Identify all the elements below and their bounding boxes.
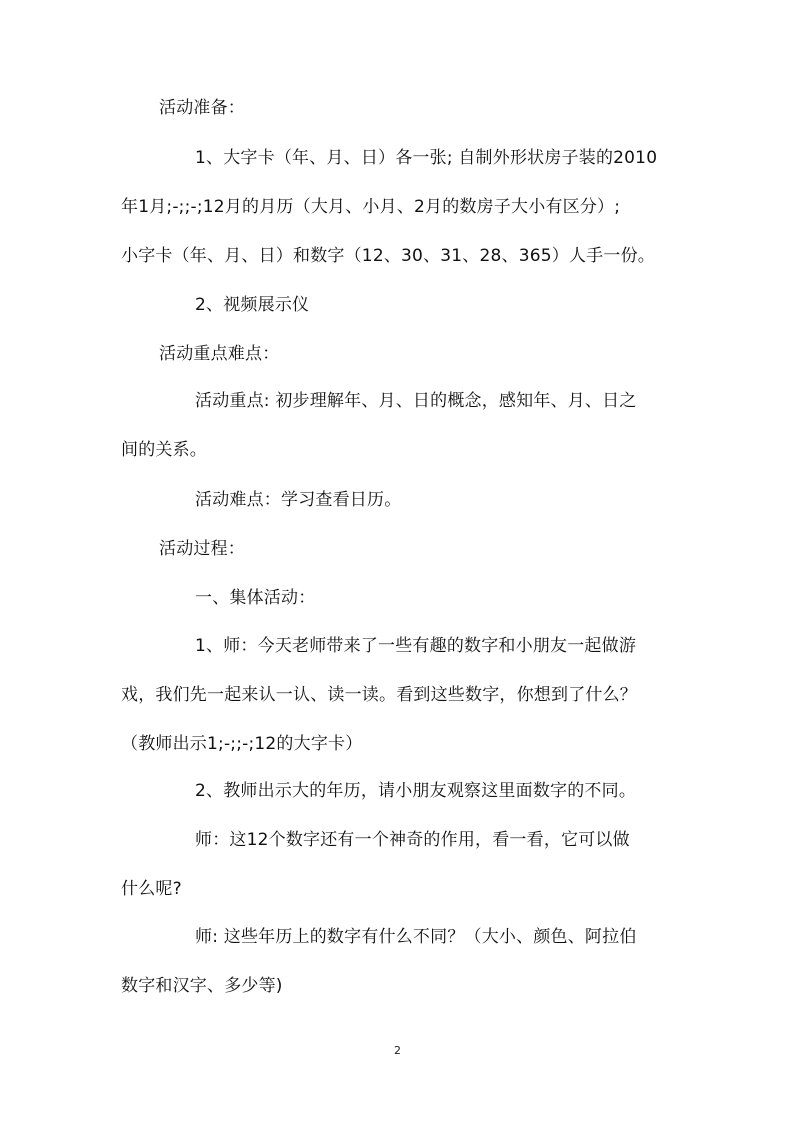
paragraph-line: 师: 这些年历上的数字有什么不同？（大小、颜色、阿拉伯 [195,927,637,947]
paragraph-line: （教师出示1;-;;-;12的大字卡） [121,734,363,754]
paragraph-line: 小字卡（年、月、日）和数字（12、30、31、28、365）人手一份。 [121,246,655,266]
subsection-heading: 一、集体活动： [195,588,316,608]
paragraph-line: 活动难点：学习查看日历。 [195,490,402,510]
paragraph-line: 数字和汉字、多少等) [121,976,283,996]
paragraph-line: 间的关系。 [121,440,207,460]
section-heading-key-points: 活动重点难点： [159,344,280,364]
paragraph-line: 师：这12个数字还有一个神奇的作用，看一看，它可以做 [195,830,630,850]
page-number: 2 [394,1044,401,1057]
paragraph-line: 戏，我们先一起来认一认、读一读。看到这些数字，你想到了什么？ [121,685,637,705]
section-heading-process: 活动过程： [159,539,245,559]
paragraph-line: 2、视频展示仪 [195,295,310,315]
paragraph-line: 1、大字卡（年、月、日）各一张; 自制外形状房子装的2010 [195,148,658,168]
paragraph-line: 活动重点: 初步理解年、月、日的概念，感知年、月、日之 [195,391,637,411]
paragraph-line: 2、教师出示大的年历，请小朋友观察这里面数字的不同。 [195,781,637,801]
section-heading-preparation: 活动准备： [159,98,245,118]
paragraph-line: 1、师：今天老师带来了一些有趣的数字和小朋友一起做游 [195,636,637,656]
paragraph-line: 年1月;-;;-;12月的月历（大月、小月、2月的数房子大小有区分）; [121,197,621,217]
paragraph-line: 什么呢? [121,879,182,899]
